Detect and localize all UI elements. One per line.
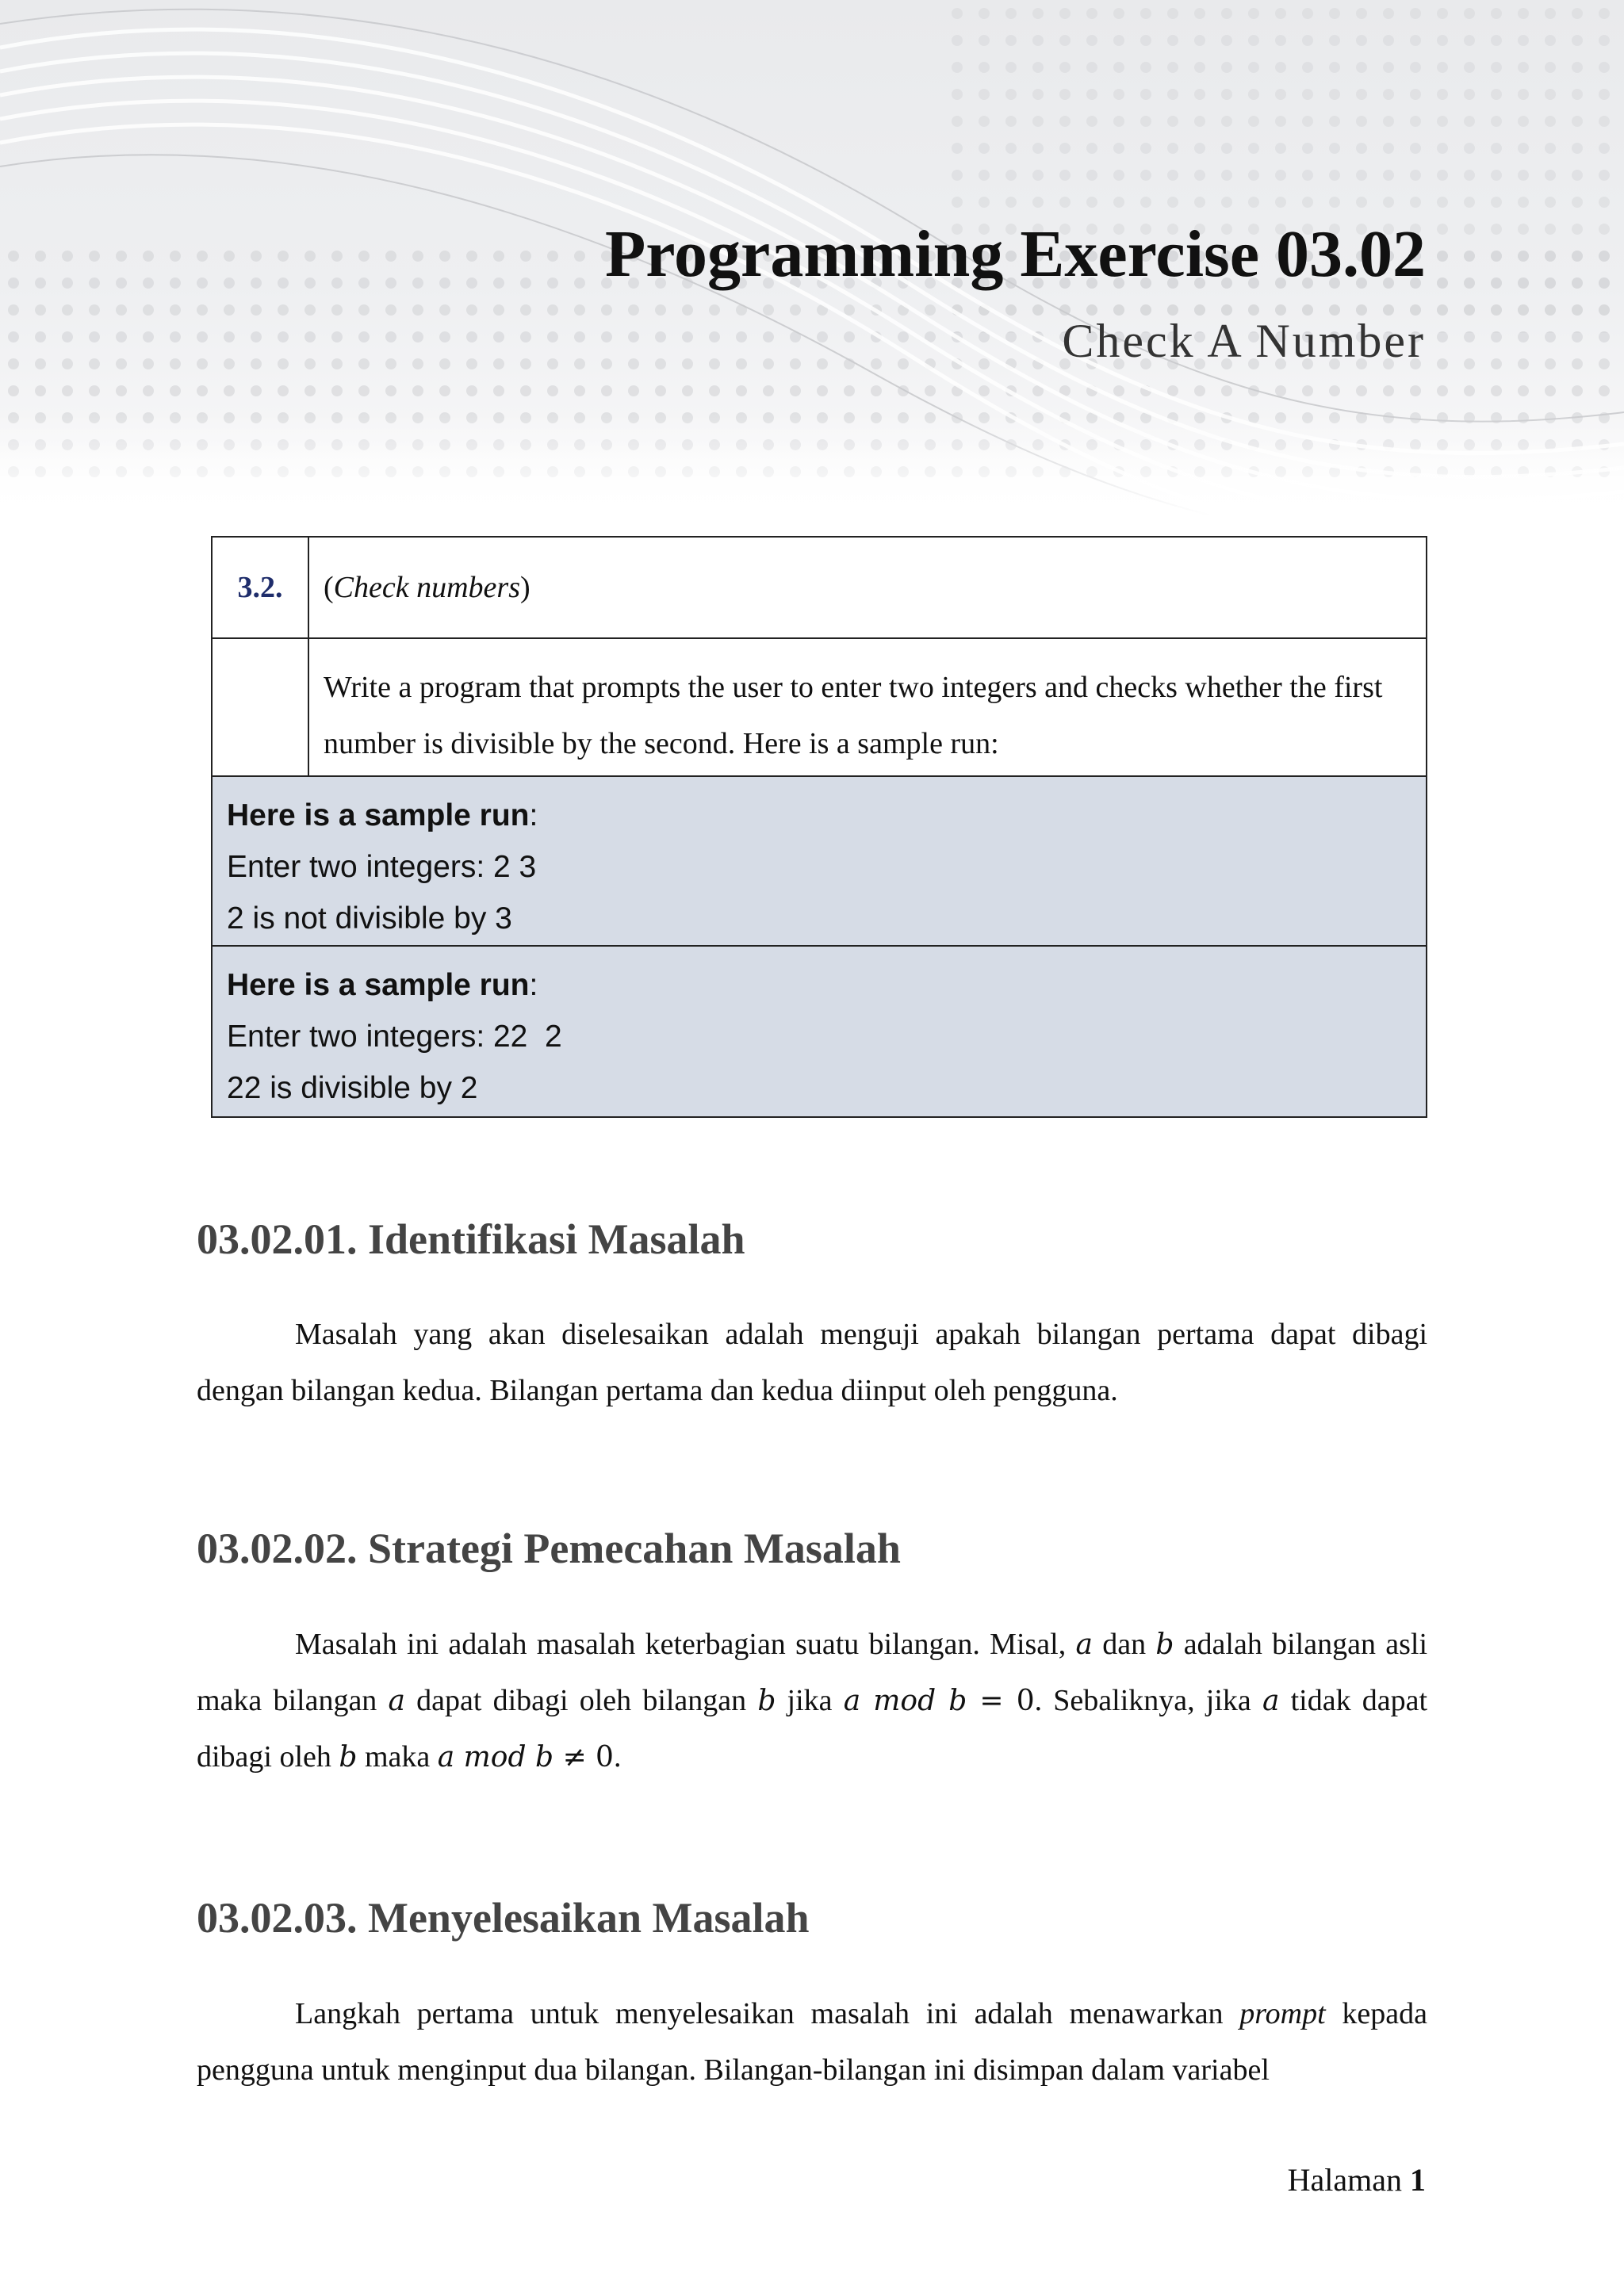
exercise-number: 3.2. [213, 538, 309, 637]
exercise-table [211, 536, 1427, 1118]
document-title: Programming Exercise 03.02 [604, 217, 1426, 291]
section-heading-identify: 03.02.01. Identifikasi Masalah [197, 1215, 745, 1263]
exercise-title-italic: Check numbers [333, 571, 520, 604]
document-subtitle: Check A Number [1062, 315, 1426, 367]
sample-heading: Here is a sample run: [227, 968, 538, 1002]
sample-line: 22 is divisible by 2 [227, 1071, 478, 1105]
paragraph-identify: Masalah yang akan diselesaikan adalah menguji apakah bilangan pertama dapat dibagi dengan bilangan kedua. Bilangan pertama dan kedua diinput oleh pengguna. [197, 1318, 1427, 1407]
exercise-title-row [213, 538, 1426, 639]
exercise-description-row [213, 639, 1426, 777]
sample-line: Enter two integers: 22 2 [227, 1020, 562, 1054]
sample-run-2 [213, 947, 1426, 1116]
empty-number-cell [213, 639, 309, 775]
paragraph-strategy: Masalah ini adalah masalah keterbagian suatu bilangan. Misal, a dan b adalah bilangan asli maka bilangan a dapat dibagi oleh bilangan b jika a mod b = 0. Sebaliknya, jika a tidak dapat dibagi oleh b maka a mod b ≠ 0. [197, 1628, 1428, 1774]
header-banner [0, 0, 1624, 515]
sample-run-1 [213, 777, 1426, 947]
page-number: Halaman 1 [1287, 2162, 1426, 2198]
exercise-title: ( Check numbers ) [324, 571, 530, 604]
sample-line: Enter two integers: 2 3 [227, 850, 537, 884]
sample-heading: Here is a sample run: [227, 798, 538, 832]
sample-line: 2 is not divisible by 3 [227, 901, 512, 936]
paragraph-solve: Langkah pertama untuk menyelesaikan masalah ini adalah menawarkan prompt kepada pengguna untuk menginput dua bilangan. Bilangan-bilangan ini disimpan dalam variabel [197, 1997, 1427, 2087]
exercise-description: Write a program that prompts the user to enter two integers and checks whether the first number is divisible by the second. Here is a sample run: [324, 671, 1383, 760]
section-heading-solve: 03.02.03. Menyelesaikan Masalah [197, 1894, 810, 1942]
section-heading-strategy: 03.02.02. Strategi Pemecahan Masalah [197, 1525, 901, 1572]
